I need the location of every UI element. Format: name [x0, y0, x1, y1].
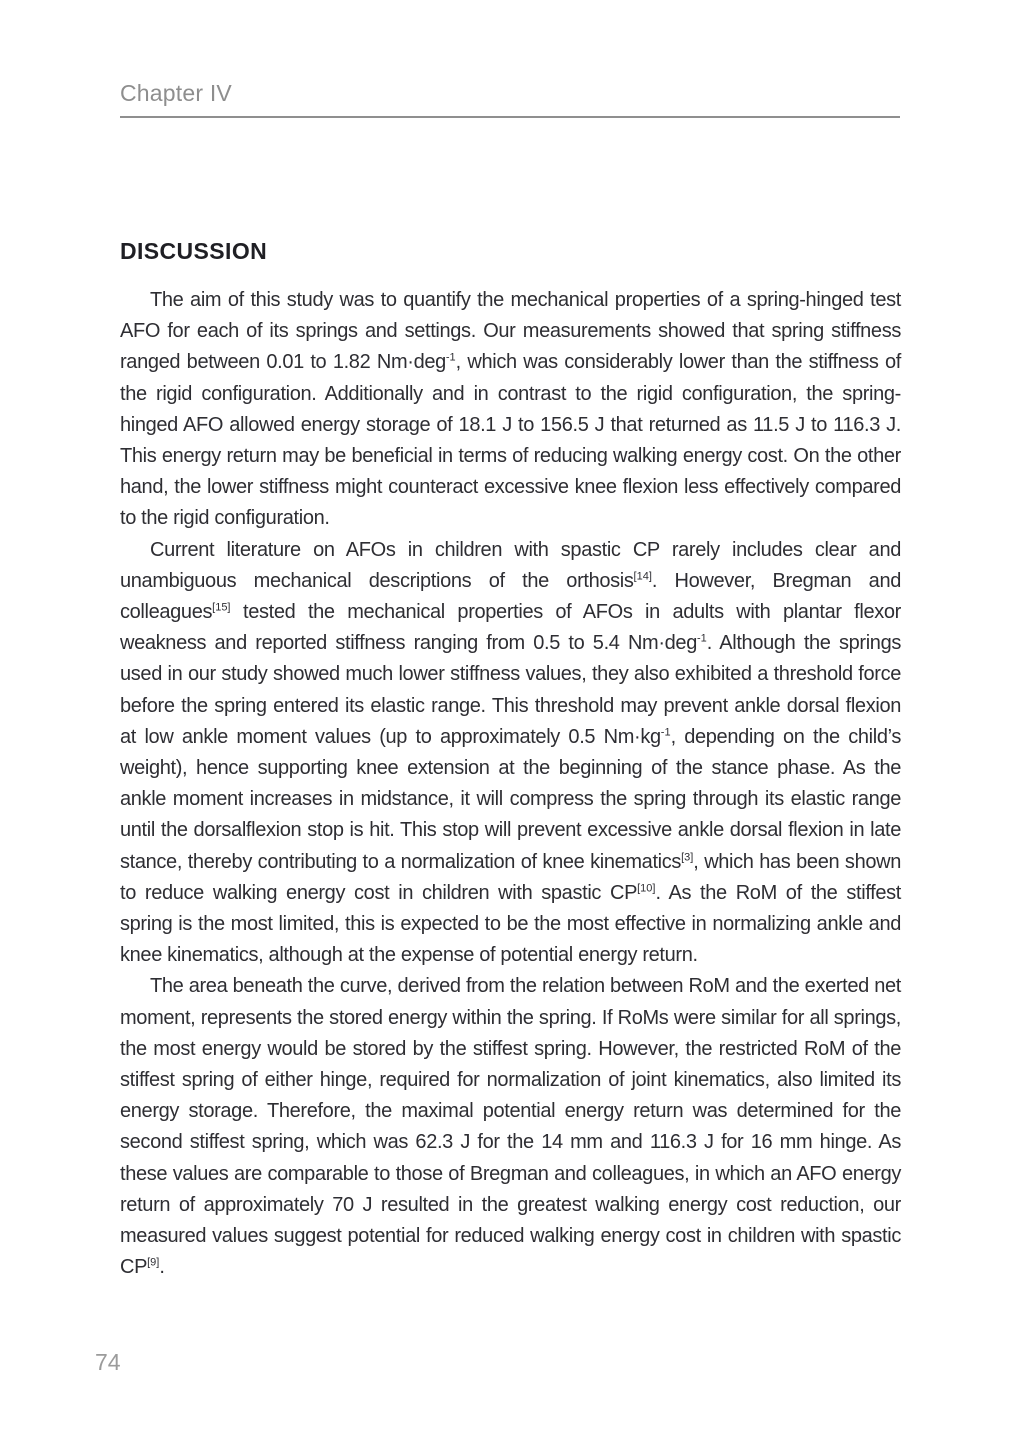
running-head: Chapter IV — [120, 80, 232, 106]
paragraph-1: The aim of this study was to quantify the mechanical properties of a spring-hinged test AFO for each of its springs and settings. Our measurements showed that spring stiffness ranged between 0.01 to 1.82 Nm·deg$^{-1}$, which was considerably lower than the stiffness of the rigid configuration. Additionally and in contrast to the rigid configuration, the spring-hinged AFO allowed energy storage of 18.1 J to 156.5 J that returned as 11.5 J to 116.3 J. This energy return may be beneficial in terms of reducing walking energy cost. On the other hand, the lower stiffness might counteract excessive knee flexion less effectively compared to the rigid configuration. — [120, 289, 901, 530]
paragraph-3: The area beneath the curve, derived from the relation between RoM and the exerted net moment, represents the stored energy within the spring. If RoMs were similar for all springs, the most energy would be stored by the stiffest spring. However, the restricted RoM of the stiffest spring of either hinge, required for normalization of joint kinematics, also limited its energy storage. Therefore, the maximal potential energy return was determined for the second stiffest spring, which was 62.3 J for the 14 mm and 116.3 J for 16 mm hinge. As these values are comparable to those of Bregman and colleagues, in which an AFO energy return of approximately 70 J resulted in the greatest walking energy cost reduction, our measured values suggest potential for reduced walking energy cost in children with spastic CP[9]. — [120, 975, 901, 1279]
page-number: 74 — [95, 1349, 121, 1375]
paragraph-2: Current literature on AFOs in children with spastic CP rarely includes clear and unambiguous mechanical descriptions of the orthosis[14]. However, Bregman and colleagues[15] tested the mechanical properties of AFOs in adults with plantar flexor weakness and reported stiffness ranging from 0.5 to 5.4 Nm·deg$^{-1}$. Although the springs used in our study showed much lower stiffness values, they also exhibited a threshold force before the spring entered its elastic range. This threshold may prevent ankle dorsal flexion at low ankle moment values (up to approximately 0.5 $Nm\cdot kg^{-1}$, depending on the child’s weight), hence supporting knee extension at the beginning of the stance phase. As the ankle moment increases in midstance, it will compress the spring through its elastic range until the dorsalflexion stop is hit. This stop will prevent excessive ankle dorsal flexion in late stance, thereby contributing to a normalization of knee kinematics[3], which has been shown to reduce walking energy cost in children with spastic CP[10]. As the RoM of the stiffest spring is the most limited, this is expected to be the most effective in normalizing ankle and knee kinematics, although at the expense of potential energy return. — [120, 538, 902, 967]
body-text — [120, 285, 901, 1284]
section-title: DISCUSSION — [120, 238, 268, 264]
chapter-header — [120, 80, 900, 118]
